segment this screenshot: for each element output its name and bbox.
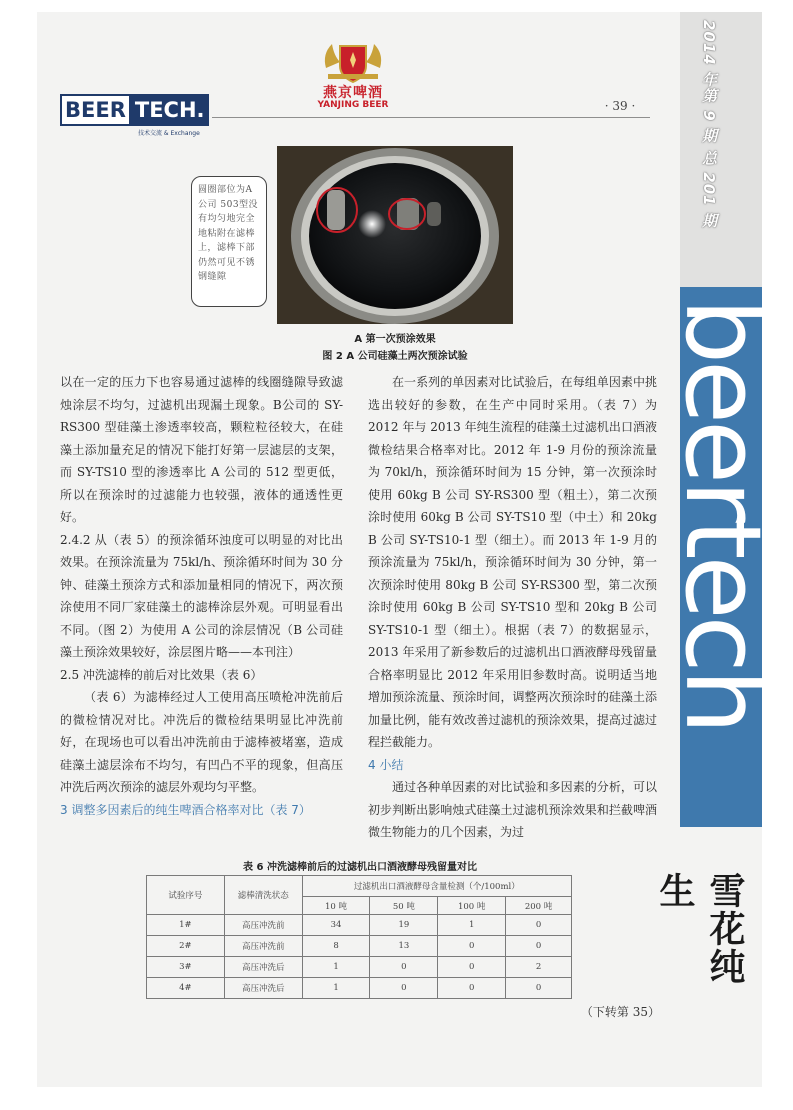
paragraph: （表 6）为滤棒经过人工使用高压喷枪冲洗前后的微检情况对比。冲洗后的微检结果明显比冲洗前好，在现场也可以看出冲洗前由于滤棒被堵塞，造成硅藻土滤层涂布不均匀，有凹凸不平的现象，但高压冲洗后两次预涂的滤层外观均匀平整。 — [60, 690, 343, 794]
logo-subtitle: 技术交流 & Exchange — [138, 130, 200, 137]
table-cell: 3# — [147, 957, 225, 978]
section-heading: 4 小结 — [368, 757, 404, 772]
table-cell: 0 — [438, 957, 506, 978]
table-cell: 0 — [506, 915, 572, 936]
table-cell: 2# — [147, 936, 225, 957]
table-cell: 0 — [370, 978, 438, 999]
table-cell: 高压冲洗后 — [224, 957, 302, 978]
figure-caption: 图 2 A 公司硅藻土两次预涂试验 — [322, 351, 468, 362]
table-header: 200 吨 — [506, 897, 572, 915]
section-heading: 2.5 冲洗滤棒的前后对比效果（表 6） — [60, 667, 263, 682]
table-cell: 4# — [147, 978, 225, 999]
figure-callout: 圆圈部位为A 公司 503型没有均匀地完全地粘附在滤棒上，滤棒下部仍然可见不锈钢缝隙 — [191, 176, 267, 307]
brand-name-cn: 燕京啤酒 — [323, 85, 383, 101]
table-cell: 高压冲洗后 — [224, 978, 302, 999]
table-cell: 8 — [302, 936, 370, 957]
table-cell: 高压冲洗前 — [224, 936, 302, 957]
left-column — [60, 371, 343, 821]
table-title: 表 6 冲洗滤棒前后的过滤机出口酒液酵母残留量对比 — [243, 862, 477, 873]
beertech-logo — [60, 94, 210, 126]
table-cell: 0 — [438, 978, 506, 999]
table-header: 100 吨 — [438, 897, 506, 915]
paragraph: 以在一定的压力下也容易通过滤棒的线圈缝隙导致滤烛涂层不均匀，过滤机出现漏土现象。B公司的 SY-RS300 型硅藻土渗透率较高，颗粒粒径较大，在硅藻土添加量充足的情况下能打好第一层滤层的支架，而 SY-TS10 型的渗透率比 A 公司的 512 型更低，所以在预涂时的过滤能力也较强，液体的通透性更好。 — [60, 375, 343, 524]
table-row — [147, 957, 572, 978]
table-cell: 1# — [147, 915, 225, 936]
table-cell: 19 — [370, 915, 438, 936]
table-cell: 1 — [302, 978, 370, 999]
table-header: 滤棒清洗状态 — [224, 876, 302, 915]
table-row — [147, 978, 572, 999]
table-header: 试验序号 — [147, 876, 225, 915]
beertech-wordmark: beertech — [662, 298, 784, 731]
table-row — [147, 915, 572, 936]
table-cell: 0 — [506, 978, 572, 999]
filter-photo — [277, 146, 513, 324]
table-cell: 13 — [370, 936, 438, 957]
table-cell: 34 — [302, 915, 370, 936]
section-heading: 3 调整多因素后的纯生啤酒合格率对比（表 7） — [60, 802, 311, 817]
issue-label: 2014 年第 9 期 总 201 期 — [700, 20, 718, 229]
paragraph: 通过各种单因素的对比试验和多因素的分析，可以初步判断出影响烛式硅藻土过滤机预涂效果和拦截啤酒微生物能力的几个因素，为过 — [368, 780, 657, 839]
table-header: 过滤机出口酒液酵母含量检测（个/100ml） — [302, 876, 571, 897]
table-header: 10 吨 — [302, 897, 370, 915]
table-cell: 0 — [506, 936, 572, 957]
table-cell: 2 — [506, 957, 572, 978]
table-row — [147, 936, 572, 957]
figure-subcaption: A 第一次预涂效果 — [354, 334, 436, 345]
right-column — [368, 371, 657, 844]
paragraph: 2.4.2 从（表 5）的预涂循环浊度可以明显的对比出效果。在预涂流量为 75kl/h、预涂循环时间为 30 分钟、硅藻土预涂方式和添加量相同的情况下，两次预涂使用不同厂家硅藻土的滤棒涂层外观。可明显看出不同。（图 2）为使用 A 公司的涂层情况（B 公司硅藻土预涂效果较好，涂层图片略——本刊注） — [60, 532, 343, 659]
table-header: 50 吨 — [370, 897, 438, 915]
calligraphy-ad: 雪花纯生 — [654, 872, 746, 986]
table-cell: 1 — [302, 957, 370, 978]
page-number: · 39 · — [604, 99, 636, 113]
yanjing-crest-icon — [320, 38, 386, 84]
paragraph: 在一系列的单因素对比试验后，在每组单因素中挑选出较好的参数，在生产中同时采用。（表 7）为 2012 年与 2013 年纯生流程的硅藻土过滤机出口酒液微检结果合格率对比。2012 年 1-9 月份的预涂流量为 70kl/h，预涂循环时间为 15 分钟，第一次预涂时使用 60kg B 公司 SY-RS300 型（粗土），第二次预涂时使用 60kg B 公司 SY-TS10 型（中土）和 20kg B 公司 SY-TS10-1 型（细土）。而 2013 年 1-9 月的预涂流量为 75kl/h，预涂循环时间为 30 分钟，第一次预涂时使用 80kg B 公司 SY-RS300 型，第二次预涂时使用 60kg B 公司 SY-TS10 型和 20kg B 公司 SY-TS10-1 型（细土）。根据（表 7）的数据显示，2013 年采用了新参数后的过滤机出口酒液酵母残留量合格率明显比 2012 年采用旧参数时高。说明适当地增加预涂流量、预涂时间，调整两次预涂时的硅藻土添加量比例，能有效改善过滤机的预涂效果，提高过滤过程拦截能力。 — [368, 375, 657, 749]
header-rule — [212, 117, 650, 118]
logo-beer-text: BEER — [60, 94, 131, 126]
table-cell: 高压冲洗前 — [224, 915, 302, 936]
brand-name-en: YANJING BEER — [317, 100, 389, 110]
logo-tech-text: TECH. — [131, 94, 209, 126]
continued-note: （下转第 35） — [580, 1005, 660, 1019]
table-cell: 0 — [370, 957, 438, 978]
table-cell: 0 — [438, 936, 506, 957]
data-table — [146, 875, 572, 999]
table-cell: 1 — [438, 915, 506, 936]
